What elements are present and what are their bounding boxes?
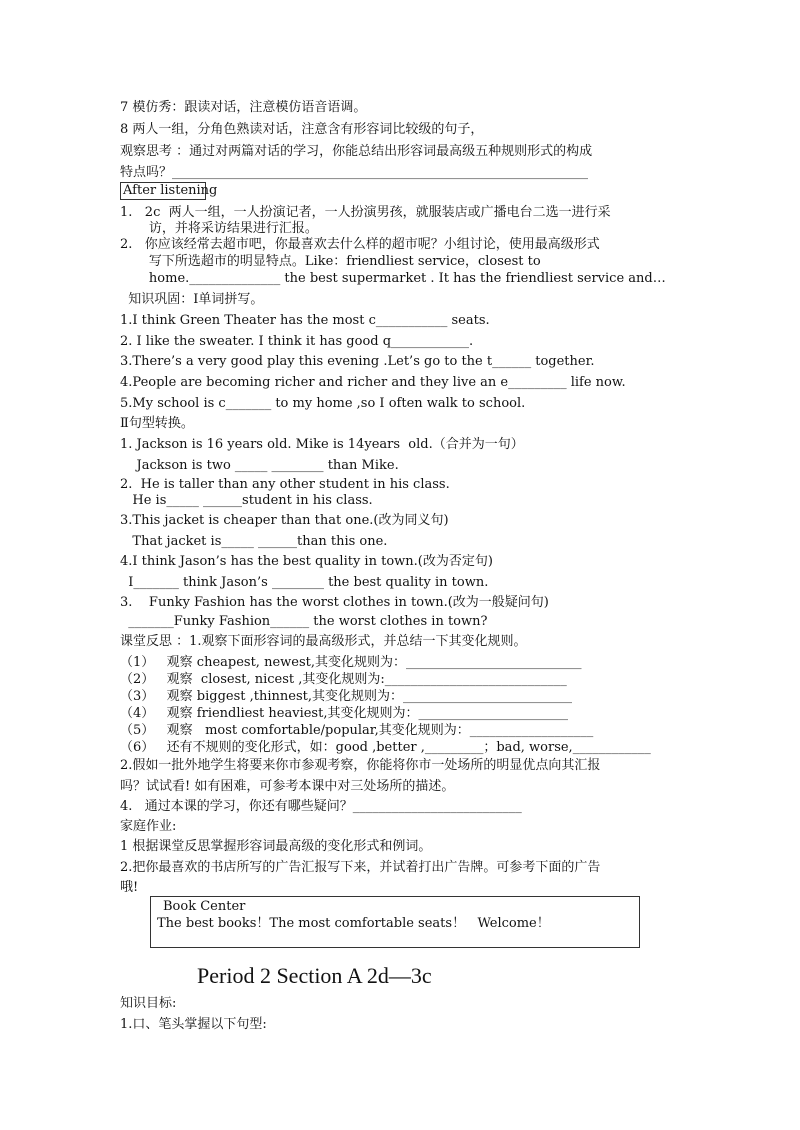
reflection-r4: （4） 观察 friendliest heaviest,其变化规则为：_______________________ xyxy=(120,706,568,721)
reflection-heading: 课堂反思 ：1.观察下面形容词的最高级形式，并总结一下其变化规则。 xyxy=(120,634,527,649)
after-listening-item-1: 1. 2c 两人一组，一人扮演记者，一人扮演男孩，就服装店或广播电台二选一进行采 xyxy=(120,205,611,220)
transform-q5: 3. Funky Fashion has the worst clothes in town.(改为一般疑问句) xyxy=(120,595,549,610)
vocab-q5: 5.My school is c_______ to my home ,so I often walk to school. xyxy=(120,396,526,411)
transform-a3: That jacket is_____ ______than this one. xyxy=(120,534,388,549)
reflection-p2: 2.假如一批外地学生将要来你市参观考察，你能将你市一处场所的明显优点向其汇报 xyxy=(120,758,601,773)
after-listening-item-2-cont: 写下所选超市的明显特点。Like：friendliest service，closest to xyxy=(120,254,541,269)
transform-a1: Jackson is two _____ ________ than Mike. xyxy=(120,458,399,473)
vocab-heading: 知识巩固：Ⅰ单词拼写。 xyxy=(120,292,264,307)
after-listening-item-2: 2. 你应该经常去超市吧，你最喜欢去什么样的超市呢？小组讨论，使用最高级形式 xyxy=(120,237,600,252)
reflection-p2-cont: 吗？试试看! 如有困难，可参考本课中对三处场所的描述。 xyxy=(120,779,455,794)
homework-item-2: 2.把你最喜欢的书店所写的广告汇报写下来，并试着打出广告牌。可参考下面的广告 xyxy=(120,860,601,875)
after-listening-item-2-cont2: home.______________ the best supermarket . It has the friendliest service and… xyxy=(120,271,666,286)
reflection-r3: （3） 观察 biggest ,thinnest,其变化规则为：__________________________ xyxy=(120,689,572,704)
homework-heading: 家庭作业: xyxy=(120,819,177,834)
step-8-line: 8 两人一组，分角色熟读对话，注意含有形容词比较级的句子， xyxy=(120,122,484,137)
reflection-r1: （1） 观察 cheapest, newest,其变化规则为：___________________________ xyxy=(120,655,582,670)
reflection-p4: 4. 通过本课的学习，你还有哪些疑问？__________________________ xyxy=(120,799,522,814)
vocab-q4: 4.People are becoming richer and richer and they live an e_________ life now. xyxy=(120,375,626,390)
reflection-r2: （2） 观察 closest, nicest ,其变化规则为:____________________________ xyxy=(120,672,567,687)
vocab-q1: 1.I think Green Theater has the most c___________ seats. xyxy=(120,313,490,328)
transform-q3: 3.This jacket is cheaper than that one.(改为同义句) xyxy=(120,513,449,528)
transform-q4: 4.I think Jason’s has the best quality in town.(改为否定句) xyxy=(120,554,493,569)
after-listening-heading: After listening xyxy=(123,183,218,198)
observe-think-line: 观察思考 ：通过对两篇对话的学习，你能总结出形容词最高级五种规则形式的构成 xyxy=(120,144,593,159)
transform-heading: Ⅱ句型转换。 xyxy=(120,416,194,431)
transform-a4: I_______ think Jason’s ________ the best quality in town. xyxy=(120,575,489,590)
transform-a2: He is_____ ______student in his class. xyxy=(120,493,373,508)
transform-a5: _______Funky Fashion______ the worst clothes in town? xyxy=(120,614,488,629)
homework-item-2-cont: 哦! xyxy=(120,880,139,895)
vocab-q2: 2. I like the sweater. I think it has good q____________. xyxy=(120,334,474,349)
transform-q2: 2. He is taller than any other student in his class. xyxy=(120,477,450,492)
transform-q1: 1. Jackson is 16 years old. Mike is 14years old.（合并为一句） xyxy=(120,437,524,452)
step-7-line: 7 模仿秀：跟读对话，注意模仿语音语调。 xyxy=(120,100,367,115)
goal-heading: 知识目标: xyxy=(120,996,177,1011)
reflection-r6: （6） 还有不规则的变化形式，如：good ,better ,_________；bad, worse,____________ xyxy=(120,740,651,755)
reflection-r5: （5） 观察 most comfortable/popular,其变化规则为：___________________ xyxy=(120,723,594,738)
ad-store-name: Book Center xyxy=(163,899,246,914)
after-listening-item-1-cont: 访，并将采访结果进行汇报。 xyxy=(120,221,318,236)
vocab-q3: 3.There’s a very good play this evening .Let’s go to the t______ together. xyxy=(120,354,595,369)
homework-item-1: 1 根据课堂反思掌握形容词最高级的变化形式和例词。 xyxy=(120,839,432,854)
goal-item-1: 1.口、笔头掌握以下句型: xyxy=(120,1017,267,1032)
period-2-title: Period 2 Section A 2d—3c xyxy=(197,963,432,988)
observe-think-line-2: 特点吗？________________________________________________________________ xyxy=(120,165,589,180)
ad-slogan: The best books！The most comfortable seats！ Welcome！ xyxy=(157,916,550,931)
